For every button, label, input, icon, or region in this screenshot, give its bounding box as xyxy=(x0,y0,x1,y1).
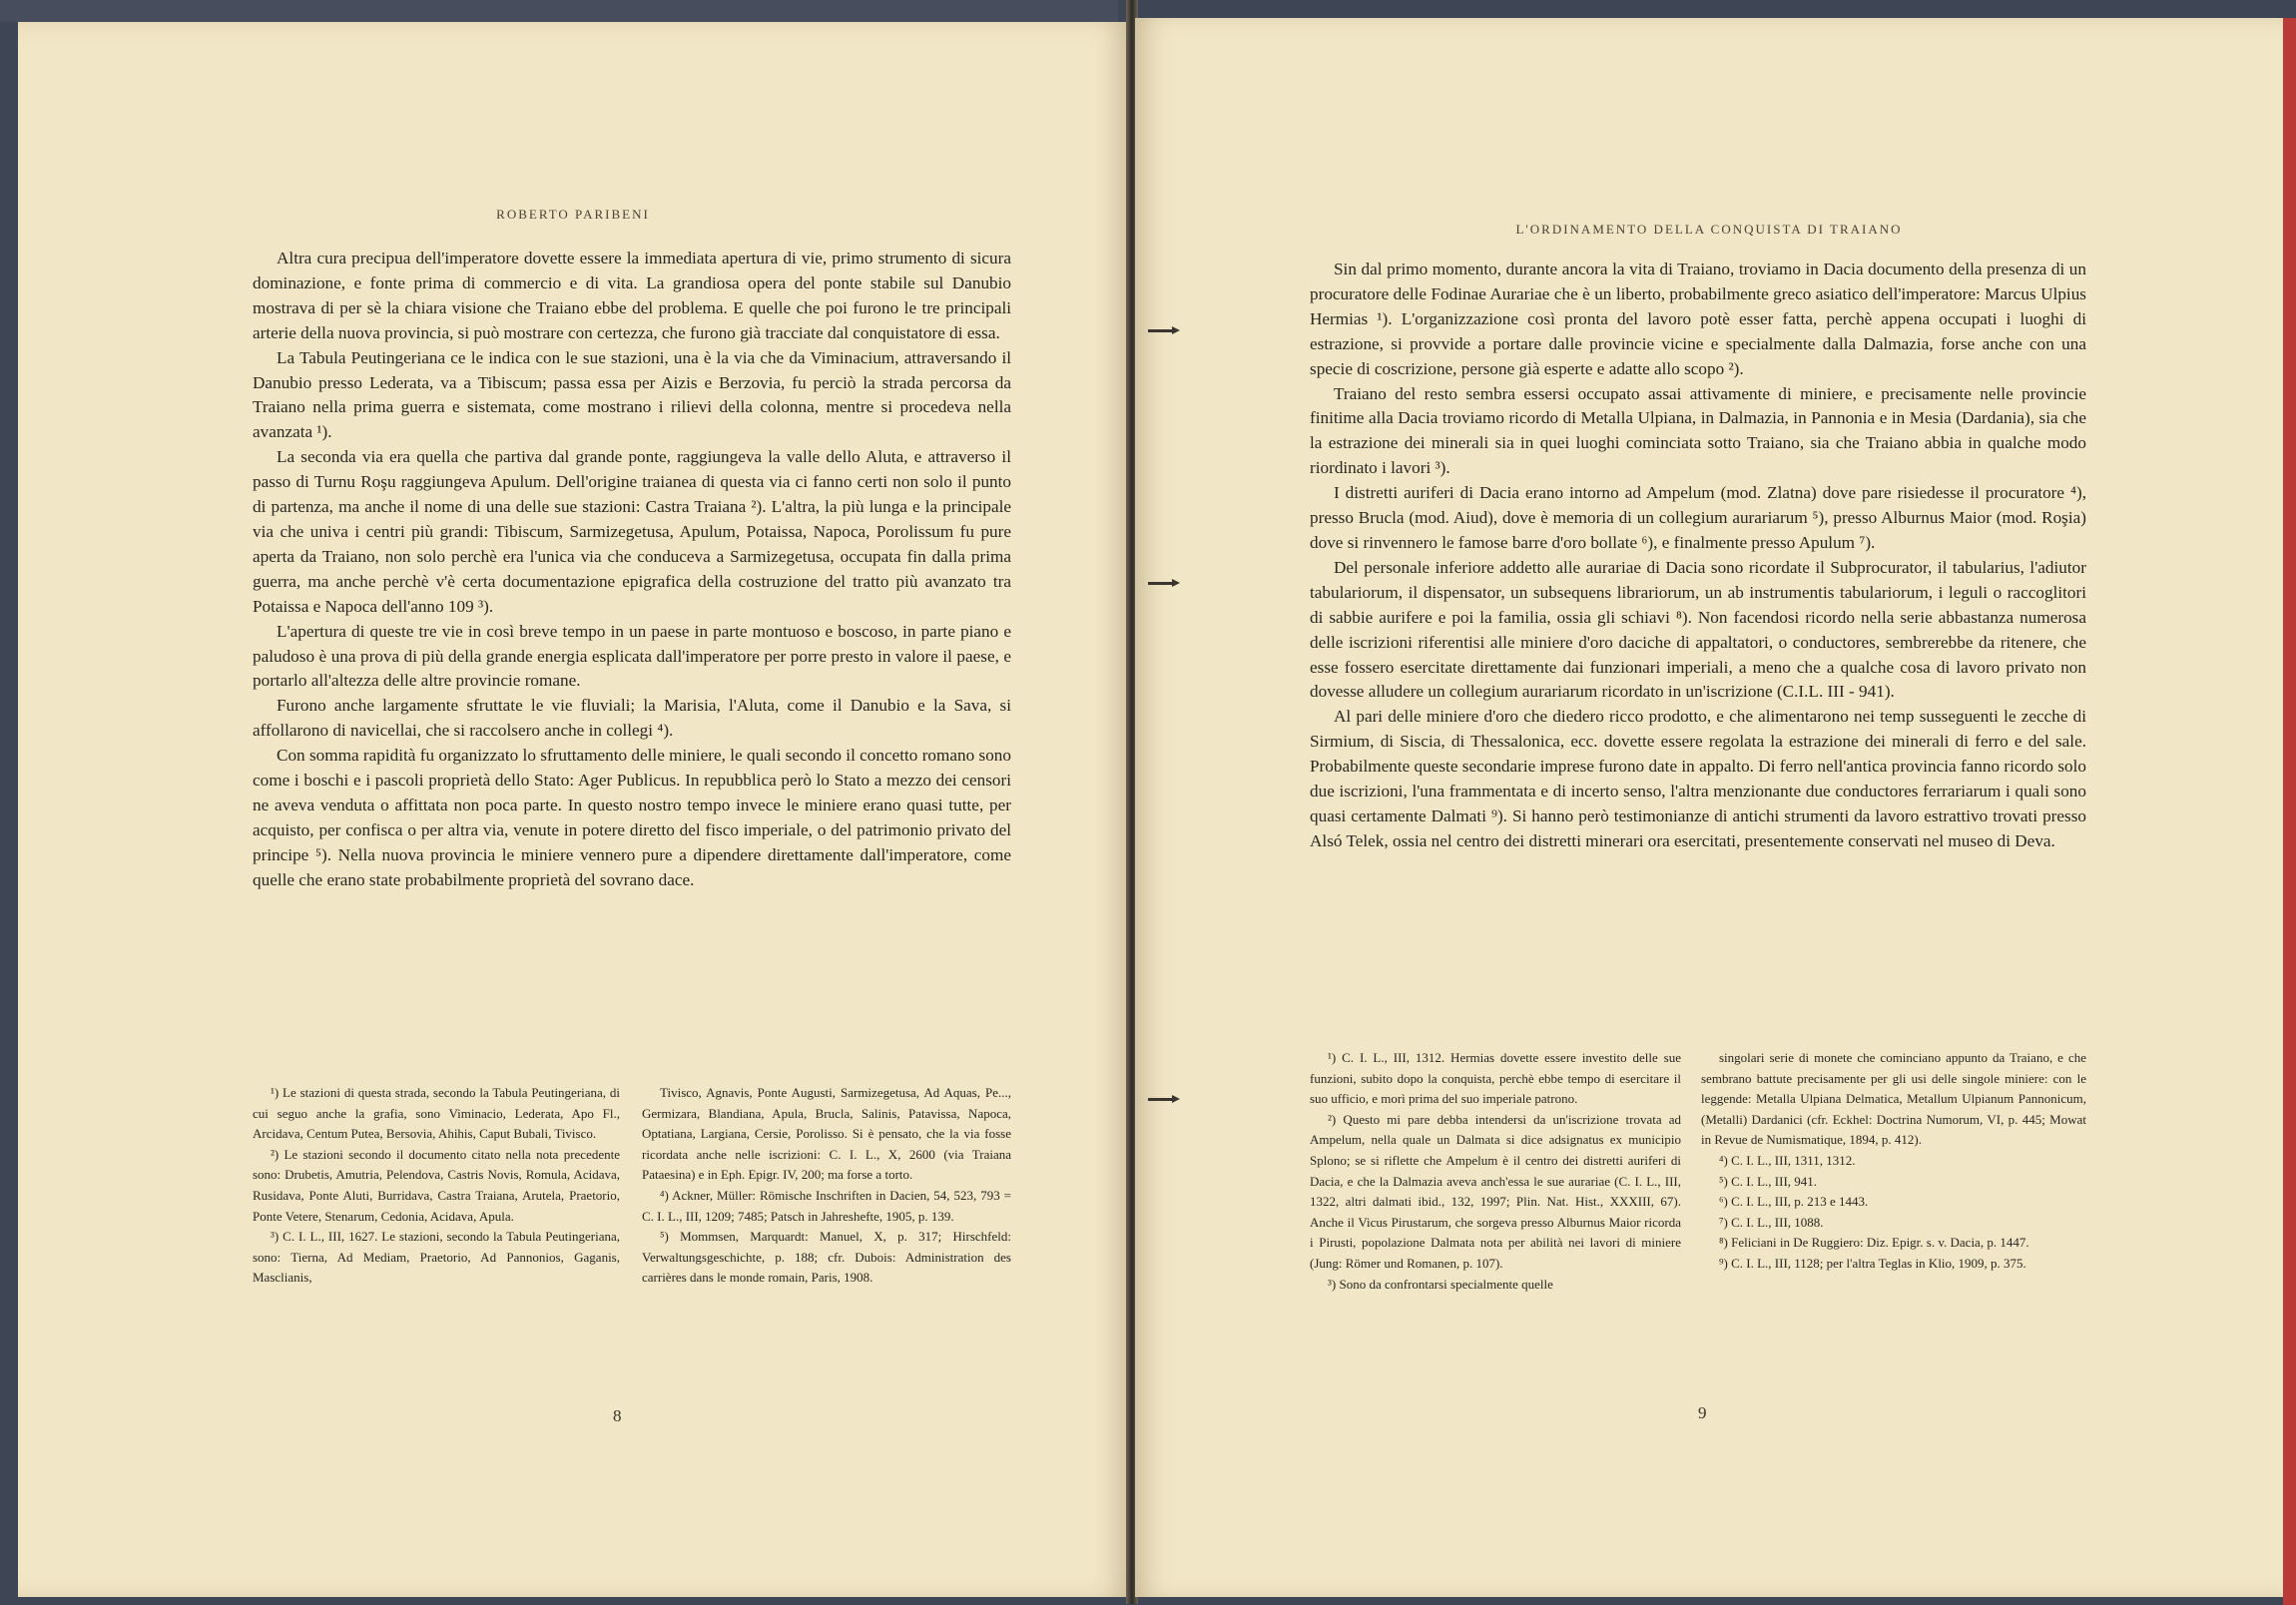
paragraph: Traiano del resto sembra essersi occupato assai attivamente di miniere, e precisamente nelle provincie finitime alla Dacia troviamo ricordo di Metalla Ulpiana, in Dalmazia, in Pannonia e in Mesia (Dardania), sia che la estrazione dei minerali sia in quei luoghi cominciata sotto Traiano, sia che Traiano abbia in qualche modo riordinato i lavori ³). xyxy=(1310,383,2086,478)
page-number-right: 9 xyxy=(1698,1403,1707,1422)
binding-thread-mark xyxy=(1148,582,1174,585)
footnote: ⁴) Ackner, Müller: Römische Inschriften in Dacien, 54, 523, 793 = C. I. L., III, 1209; 7485; Patsch in Jahreshefte, 1905, p. 139. xyxy=(642,1187,1011,1224)
running-header-right: L'ORDINAMENTO DELLA CONQUISTA DI TRAIANO xyxy=(1515,222,1903,237)
footnote: ²) Questo mi pare debba intendersi da un'iscrizione trovata ad Ampelum, nella quale un Dalmata si dice adsignatus ex municipio Splono; se si riflette che Ampelum è il centro dei distretti auriferi di Dacia, e che la Dalmazia aveva anch'essa le sue aurariae (C. I. L., III, 1322, altri dalmati ibid., 132, 1997; Plin. Nat. Hist., XXXIII, 67). Anche il Vicus Pirustarum, che sorgeva presso Alburnus Maior ricorda i Pirusti, popolazione Dalmata nota per abilità nei lavori di miniere (Jung: Römer und Romanen, p. 107). xyxy=(1310,1111,1681,1271)
paragraph: La seconda via era quella che partiva dal grande ponte, raggiungeva la valle dello Aluta, e attraverso il passo di Turnu Roşu raggiungeva Apulum. Dell'origine traianea di questa via ci fanno certi non solo il punto di partenza, ma anche il nome di una delle sue stazioni: Castra Traiana ²). L'altra, la più lunga e la principale via che univa i centri più grandi: Tibiscum, Sarmizegetusa, Apulum, Potaissa, Napoca, Porolissum fu pure aperta da Traiano, non solo perchè era l'unica via che conduceva a Sarmizegetusa, occupata fin dalla prima guerra, ma anche perchè v'è certa documentazione epigrafica della costruzione del tratto più avanzato tra Potaissa e Napoca dell'anno 109 ³). xyxy=(253,447,1011,616)
binding-thread-mark xyxy=(1148,1098,1174,1101)
right-page xyxy=(1135,18,2283,1597)
footnote: ⁹) C. I. L., III, 1128; per l'altra Teglas in Klio, 1909, p. 375. xyxy=(1719,1255,2026,1271)
paragraph: Con somma rapidità fu organizzato lo sfruttamento delle miniere, le quali secondo il concetto romano sono come i boschi e i pascoli proprietà dello Stato: Ager Publicus. In repubblica però lo Stato a mezzo dei censori ne aveva venduta o affittata non poca parte. In questo nostro tempo invece le miniere erano quasi tutte, per acquisto, per confisca o per altra via, venute in potere diretto del fisco imperiale, o del patrimonio privato del principe ⁵). Nella nuova provincia le miniere vennero pure a dipendere direttamente dall'imperatore, come quelle che erano state probabilmente proprietà del sovrano dace. xyxy=(253,746,1011,889)
paragraph: Sin dal primo momento, durante ancora la vita di Traiano, troviamo in Dacia documento della presenza di un procuratore delle Fodinae Aurariae che è un liberto, probabilmente greco asiatico dell'imperatore: Marcus Ulpius Hermias ¹). L'organizzazione così pronta del lavoro potè esser fatta, perchè appena occupati i luoghi di estrazione, si provvide a portare dalle provincie vicine e specialmente dalla Dalmazia, forse anche con una specie di coscrizione, persone già esperte e adatte allo scopo ²). xyxy=(1310,260,2086,378)
binding-thread-mark xyxy=(1148,329,1174,332)
footnote: ³) Sono da confrontarsi specialmente quelle xyxy=(1328,1276,1553,1292)
footnotes-left-col2 xyxy=(642,1083,1011,1289)
book-cover-edge xyxy=(2283,18,2296,1605)
paragraph: I distretti auriferi di Dacia erano intorno ad Ampelum (mod. Zlatna) dove pare risiedesse il procuratore ⁴), presso Brucla (mod. Aiud), dove è memoria di un collegium aurariarum ⁵), presso Alburnus Maior (mod. Roşia) dove si rinvennero le famose barre d'oro bollate ⁶), e finalmente presso Apulum ⁷). xyxy=(1310,483,2086,552)
right-body-text xyxy=(1310,258,2086,854)
footnotes-right-col2 xyxy=(1701,1048,2086,1275)
paragraph: Altra cura precipua dell'imperatore dovette essere la immediata apertura di vie, primo strumento di sicura dominazione, e fonte prima di commercio e di vita. La grandiosa opera del ponte stabile sul Danubio mostrava di per sè la chiara visione che Traiano ebbe del problema. E quelle che poi furono le tre principali arterie della nuova provincia, si può mostrare con certezza, che furono già tracciate dal conquistatore di essa. xyxy=(253,249,1011,342)
footnote: ⁷) C. I. L., III, 1088. xyxy=(1719,1214,1824,1230)
paragraph: Furono anche largamente sfruttate le vie fluviali; la Marisia, l'Aluta, come il Danubio e la Sava, si affollarono di navicellai, che si raccolsero anche in collegi ⁴). xyxy=(253,696,1011,741)
left-page xyxy=(18,22,1128,1597)
footnote: ¹) C. I. L., III, 1312. Hermias dovette essere investito delle sue funzioni, subito dopo la conquista, perchè ebbe tempo di esercitare il suo ufficio, e morì prima del suo imperiale patrono. xyxy=(1310,1050,1681,1107)
paragraph: Al pari delle miniere d'oro che diedero ricco prodotto, e che alimentarono nei temp susseguenti le zecche di Sirmium, di Siscia, di Thessalonica, ecc. dovette essere regolata la estrazione dei minerali di ferro e del sale. Probabilmente queste secondarie imprese furono date in appalto. Di ferro nell'antica provincia fanno ricordo solo due iscrizioni, l'una frammentata e di incerto senso, l'altra menzionante due conductores ferrariarum i quali sono quasi certamente Dalmati ⁹). Si hanno però testimonianze di antichi strumenti da lavoro estrattivo trovati presso Alsó Telek, ossia nel centro dei distretti minerari ora esercitati, presentemente conservati nel museo di Deva. xyxy=(1310,707,2086,850)
footnote: ⁶) C. I. L., III, p. 213 e 1443. xyxy=(1719,1194,1869,1210)
footnote: ⁴) C. I. L., III, 1311, 1312. xyxy=(1719,1152,1856,1168)
footnote: ¹) Le stazioni di questa strada, secondo la Tabula Peutingeriana, di cui seguo anche la grafia, sono Viminacio, Lederata, Apo Fl., Arcidava, Centum Putea, Bersovia, Ahihis, Caput Bubali, Tivisco. xyxy=(253,1085,620,1142)
paragraph: L'apertura di queste tre vie in così breve tempo in un paese in parte montuoso e boscoso, in parte piano e paludoso è una prova di più della grande energia esplicata dall'imperatore per porre presto in valore il paese, e portarlo all'altezza delle altre provincie romane. xyxy=(253,621,1011,691)
table-background-strip xyxy=(0,0,1118,22)
page-number-left: 8 xyxy=(613,1406,622,1425)
footnote: ³) C. I. L., III, 1627. Le stazioni, secondo la Tabula Peutingeriana, sono: Tierna, Ad Mediam, Praetorio, Ad Pannonios, Gaganis, Masclianis, xyxy=(253,1229,620,1286)
footnote: ⁵) Mommsen, Marquardt: Manuel, X, p. 317; Hirschfeld: Verwaltungsgeschichte, p. 188; cfr. Dubois: Administration des carrières dans le monde romain, Paris, 1908. xyxy=(642,1229,1011,1286)
footnote: singolari serie di monete che cominciano appunto da Traiano, e che sembrano battute precisamente per gli usi delle singole miniere: con le leggende: Metalla Ulpiana Delmatica, Metallum Ulpianum Pannonicum, (Metalli) Dardanici (cfr. Eckhel: Doctrina Numorum, VI, p. 445; Mowat in Revue de Numismatique, 1894, p. 412). xyxy=(1701,1050,2086,1148)
footnote: Tivisco, Agnavis, Ponte Augusti, Sarmizegetusa, Ad Aquas, Pe..., Germizara, Blandiana, Apula, Brucla, Salinis, Patavissa, Napoca, Optatiana, Largiana, Cersie, Porolisso. Si è pensato, che la via fosse ricordata anche nelle iscrizioni: C. I. L., X, 2600 (via Traiana Pataesina) e in Eph. Epigr. IV, 200; ma forse a torto. xyxy=(642,1085,1011,1183)
footnote: ²) Le stazioni secondo il documento citato nella nota precedente sono: Drubetis, Amutria, Pelendova, Castris Novis, Romula, Acidava, Rusidava, Ponte Aluti, Burridava, Castra Traiana, Arutela, Praetorio, Ponte Vetere, Stenarum, Cedonia, Acidava, Apula. xyxy=(253,1146,620,1224)
footnotes-left-col1 xyxy=(253,1083,620,1289)
paragraph: La Tabula Peutingeriana ce le indica con le sue stazioni, una è la via che da Viminacium, attraversando il Danubio presso Lederata, va a Tibiscum; passa essa per Aizis e Berzovia, fu perciò la strada percorsa da Traiano nella prima guerra e sistemata, come mostrano i rilievi della colonna, mentre si procedeva nella avanzata ¹). xyxy=(253,347,1011,442)
paragraph: Del personale inferiore addetto alle aurariae di Dacia sono ricordate il Subprocurator, il tabularius, l'adiutor tabulariorum, il dispensator, un subsequens librariorum, un ab instrumentis tabulariorum, i leguli o raccoglitori di sabbie aurifere e poi la familia, ossia gli schiavi ⁸). Non facendosi ricordo nella serie abbastanza numerosa delle iscrizioni riferentisi alle miniere d'oro daciche di appaltatori, o conductores, sembrerebbe da ritenere, che esse fossero esercitate direttamente dai funzionari imperiali, a meno che a qualche cosa di lavoro privato non dovesse alludere un collegium aurariarum ricordato in un'iscrizione (C.I.L. III - 941). xyxy=(1310,557,2086,702)
footnote: ⁵) C. I. L., III, 941. xyxy=(1719,1173,1818,1189)
footnotes-right-col1 xyxy=(1310,1048,1681,1295)
left-body-text xyxy=(253,247,1011,893)
running-header-left: ROBERTO PARIBENI xyxy=(496,207,650,222)
footnote: ⁸) Feliciani in De Ruggiero: Diz. Epigr. s. v. Dacia, p. 1447. xyxy=(1719,1235,2029,1251)
